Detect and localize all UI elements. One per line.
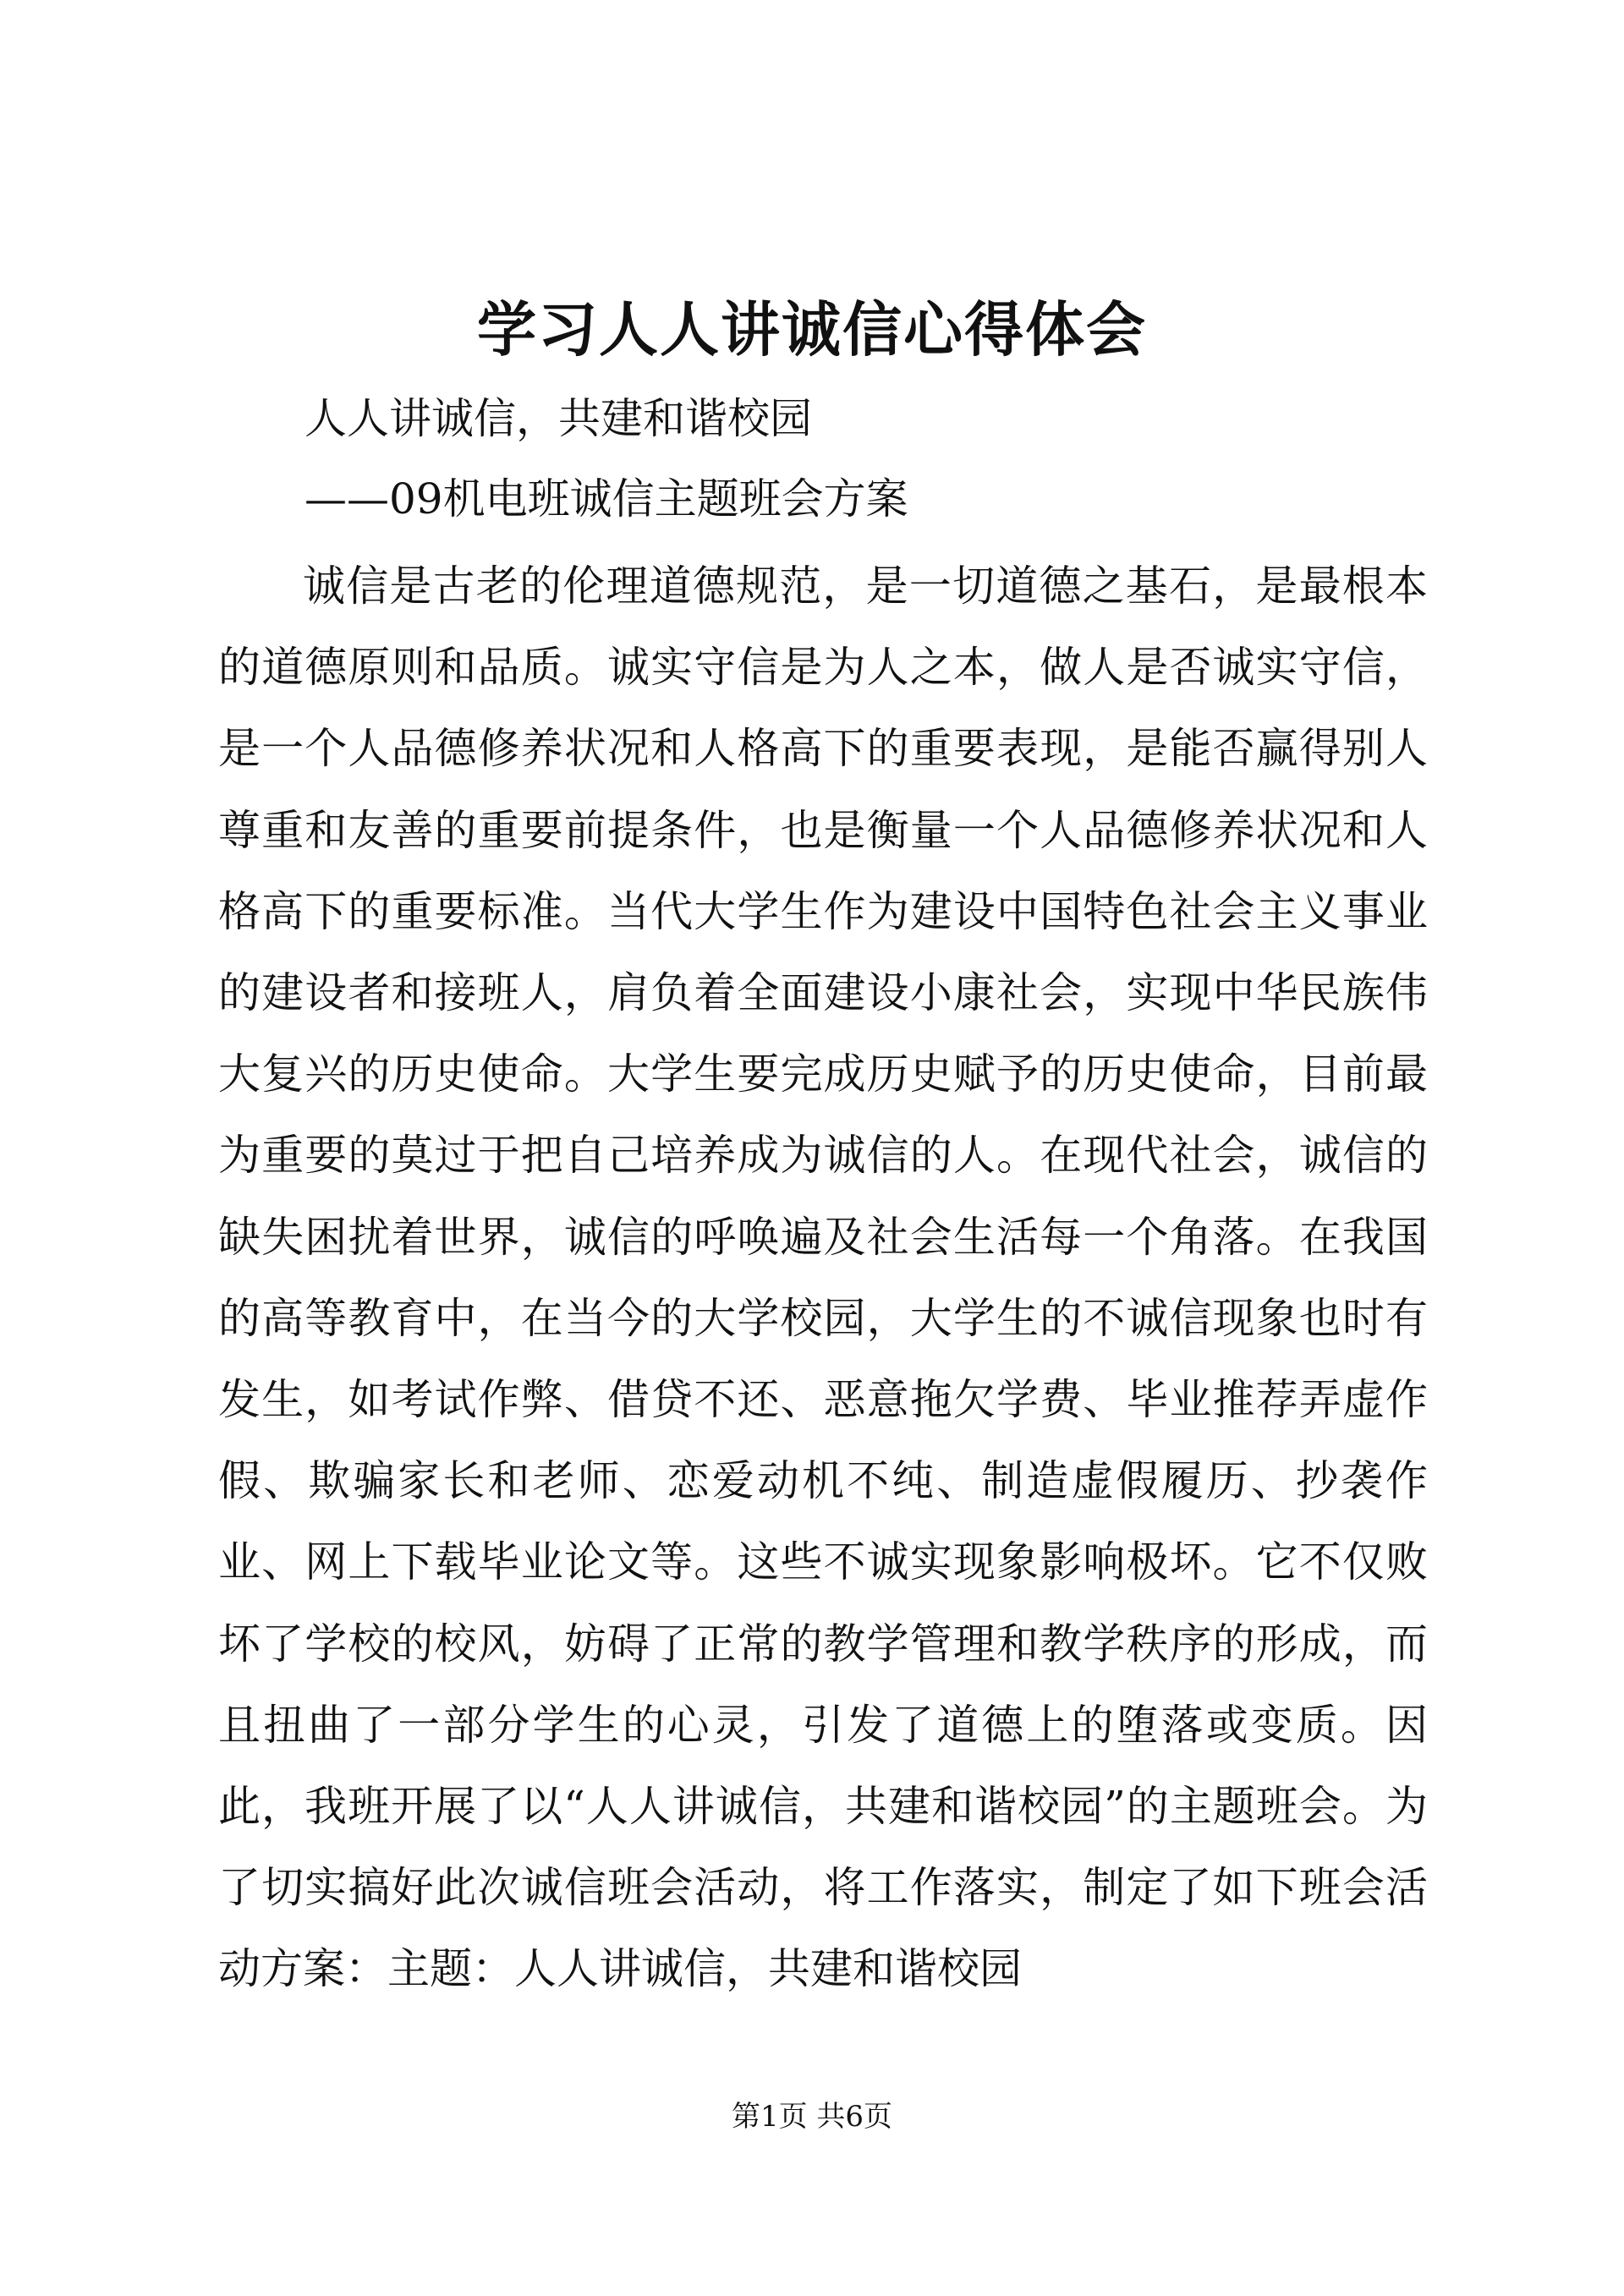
body-paragraph: 诚信是古老的伦理道德规范，是一切道德之基石，是最根本的道德原则和品质。诚实守信是为人之本，做人是否诚实守信，是一个人品德修养状况和人格高下的重要表现，是能否赢得别人尊重和友善的重要前提条件，也是衡量一个人品德修养状况和人格高下的重要标准。当代大学生作为建设中国特色社会主义事业的建设者和接班人，肩负着全面建设小康社会，实现中华民族伟大复兴的历史使命。大学生要完成历史赋予的历史使命，目前最为重要的莫过于把自己培养成为诚信的人。在现代社会，诚信的缺失困扰着世界，诚信的呼唤遍及社会生活每一个角落。在我国的高等教育中，在当今的大学校园，大学生的不诚信现象也时有发生，如考试作弊、借贷不还、恶意拖欠学费、毕业推荐弄虚作假、欺骗家长和老师、恋爱动机不纯、制造虚假履历、抄袭作业、网上下载毕业论文等。这些不诚实现象影响极坏。它不仅败坏了学校的校风，妨碍了正常的教学管理和教学秩序的形成，而且扭曲了一部分学生的心灵，引发了道德上的堕落或变质。因此，我班开展了以“人人讲诚信，共建和谐校园”的主题班会。为了切实搞好此次诚信班会活动，将工作落实，制定了如下班会活动方案：主题：人人讲诚信，共建和谐校园 — [218, 562, 1428, 1994]
subtitle-plan: ——09机电班诚信主题班会方案 — [304, 474, 908, 523]
page-footer: 第1页 共6页 — [731, 2100, 893, 2134]
subtitle-theme: 人人讲诚信，共建和谐校园 — [304, 394, 812, 443]
page-title: 学习人人讲诚信心得体会 — [477, 294, 1147, 364]
